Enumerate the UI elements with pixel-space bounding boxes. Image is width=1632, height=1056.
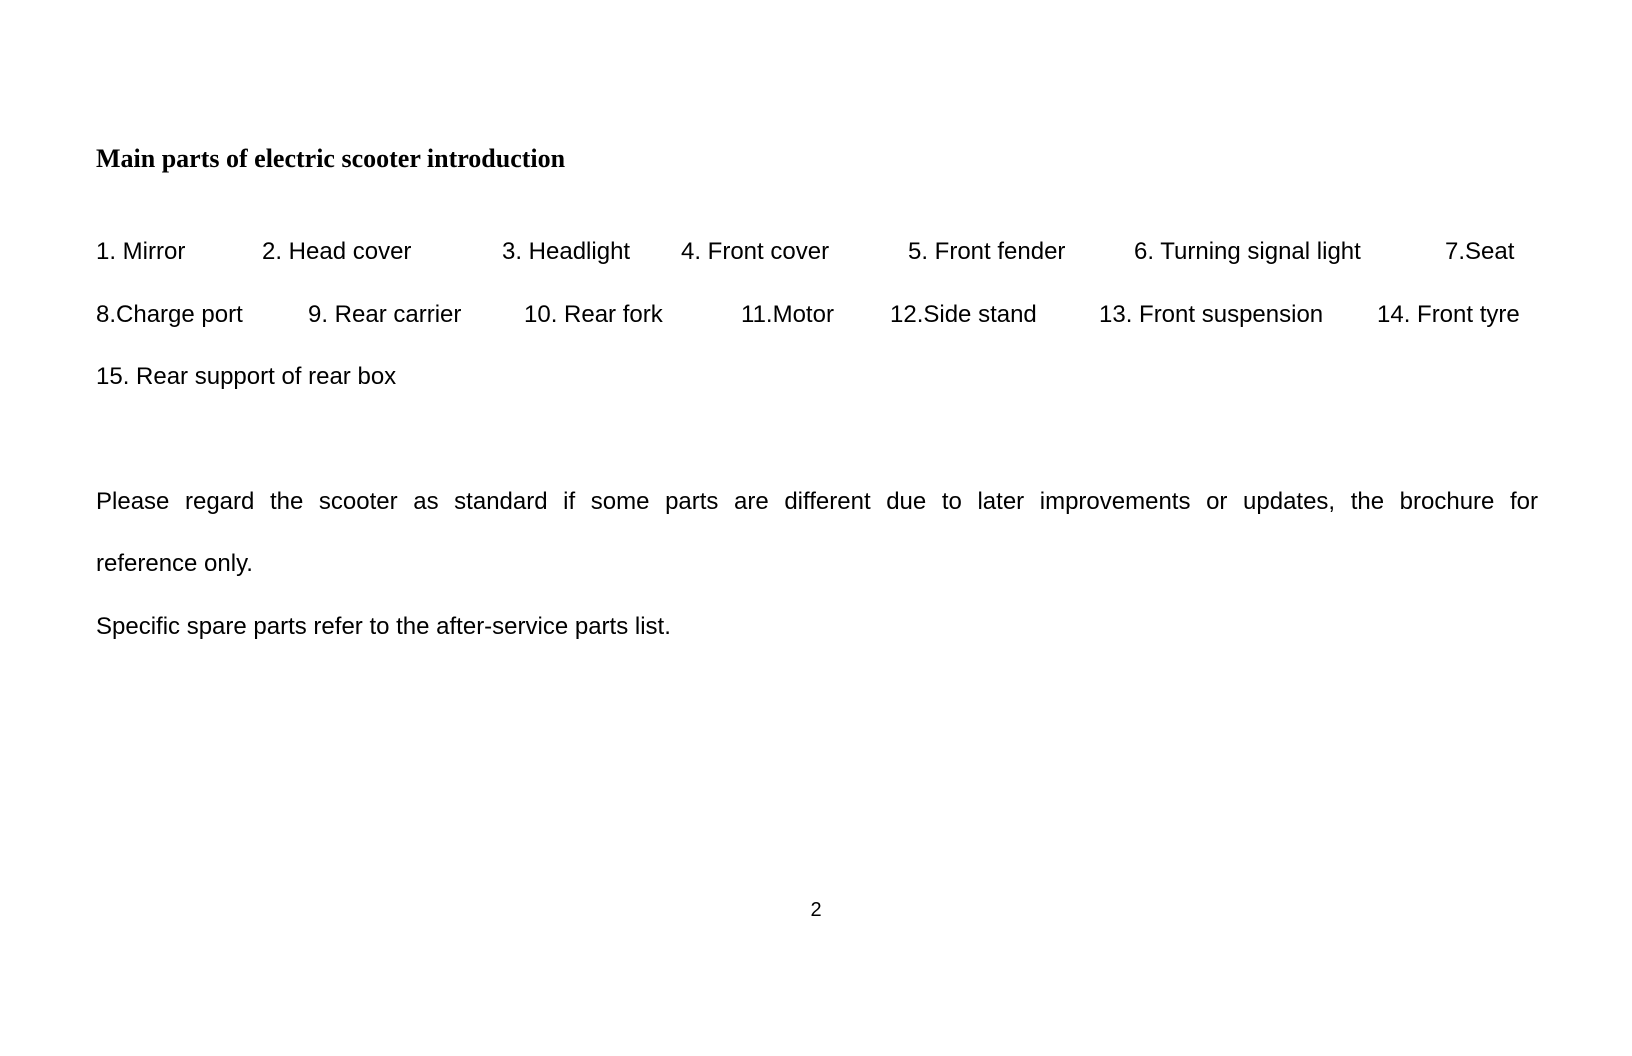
part-item-turning-signal-light: 6. Turning signal light bbox=[1134, 238, 1361, 265]
part-item-seat: 7.Seat bbox=[1445, 238, 1515, 265]
note-line-3: Specific spare parts refer to the after-service parts list. bbox=[96, 613, 671, 640]
part-item-head-cover: 2. Head cover bbox=[262, 238, 412, 265]
part-item-rear-carrier: 9. Rear carrier bbox=[308, 301, 462, 328]
part-item-front-suspension: 13. Front suspension bbox=[1099, 301, 1324, 328]
section-title: Main parts of electric scooter introduction bbox=[96, 144, 566, 173]
part-item-front-tyre: 14. Front tyre bbox=[1377, 301, 1520, 328]
note-line-1: Please regard the scooter as standard if some parts are different due to later improvements or updates, the brochure for bbox=[96, 488, 1538, 515]
part-item-motor: 11.Motor bbox=[741, 301, 834, 328]
part-item-charge-port: 8.Charge port bbox=[96, 301, 243, 328]
part-item-mirror: 1. Mirror bbox=[96, 238, 186, 265]
part-item-rear-support: 15. Rear support of rear box bbox=[96, 363, 397, 390]
page-number: 2 bbox=[810, 899, 822, 921]
part-item-headlight: 3. Headlight bbox=[502, 238, 631, 265]
part-item-front-fender: 5. Front fender bbox=[908, 238, 1066, 265]
part-item-front-cover: 4. Front cover bbox=[681, 238, 830, 265]
part-item-rear-fork: 10. Rear fork bbox=[524, 301, 663, 328]
part-item-side-stand: 12.Side stand bbox=[890, 301, 1037, 328]
note-line-2: reference only. bbox=[96, 550, 253, 577]
